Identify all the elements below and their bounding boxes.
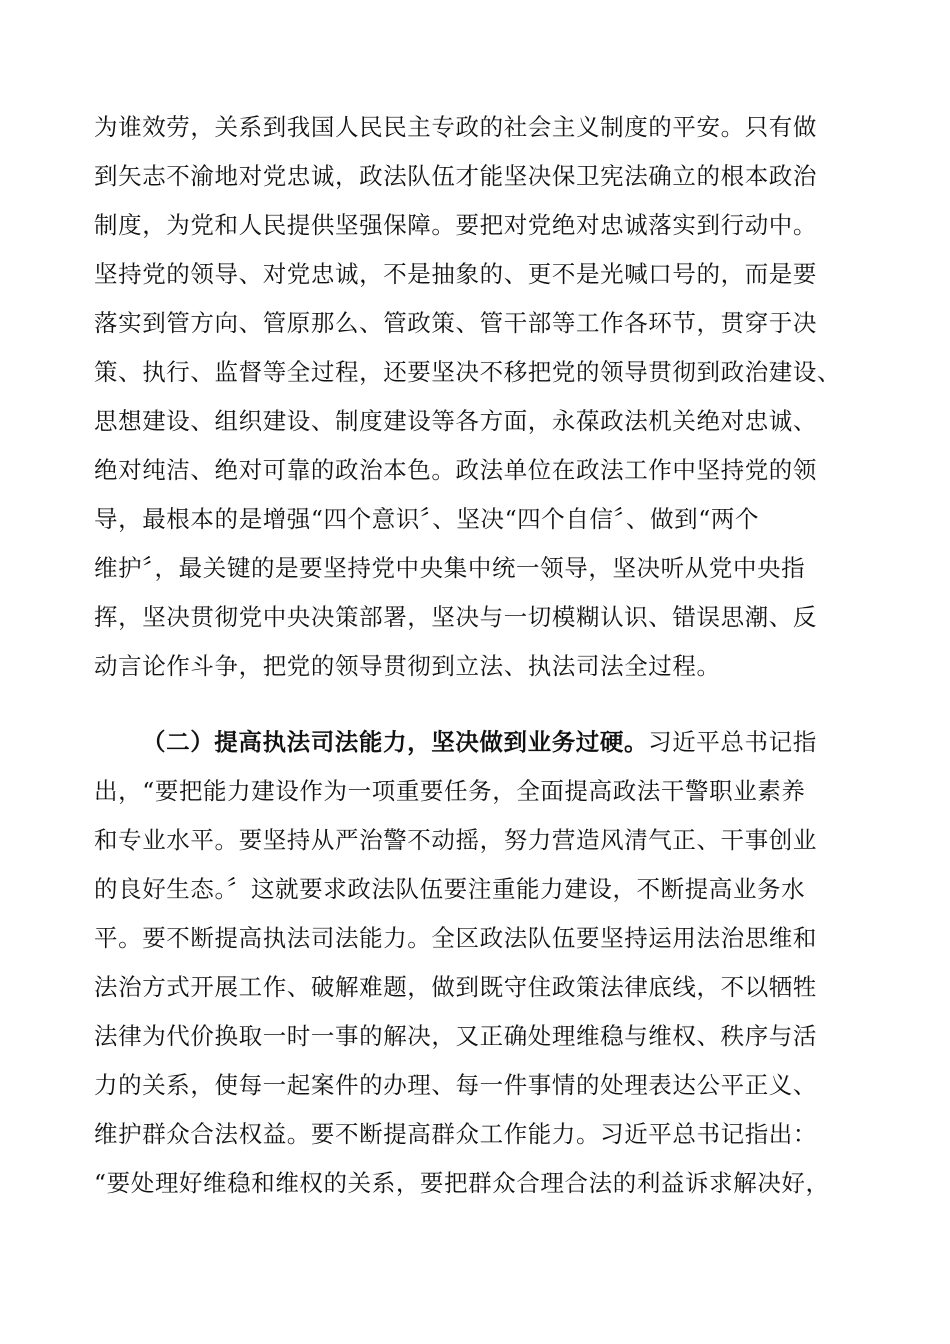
text-line: 到矢志不渝地对党忠诚，政法队伍才能坚决保卫宪法确立的根本政治 [94,162,817,190]
text-line: 维护群众合法权益。要不断提高群众工作能力。习近平总书记指出： [94,1120,817,1148]
text-line: 法治方式开展工作、破解难题，做到既守住政策法律底线，不以牺牲 [94,973,817,1001]
text-line: 为谁效劳，关系到我国人民民主专政的社会主义制度的平安。只有做 [94,113,817,141]
text-line: 出，“要把能力建设作为一项重要任务，全面提高政法干警职业素养 [94,777,806,805]
text-line: 挥，坚决贯彻党中央决策部署，坚决与一切模糊认识、错误思潮、反 [94,603,817,631]
text-line: 平。要不断提高执法司法能力。全区政法队伍要坚持运用法治思维和 [94,924,817,952]
text-line: 导，最根本的是增强“四个意识〞、坚决“四个自信〞、做到“两个 [94,505,760,533]
heading-line-rest: 习近平总书记指 [648,728,817,756]
text-line: 绝对纯洁、绝对可靠的政治本色。政法单位在政法工作中坚持党的领 [94,456,817,484]
text-line: 法律为代价换取一时一事的解决，又正确处理维稳与维权、秩序与活 [94,1022,817,1050]
text-line: 坚持党的领导、对党忠诚，不是抽象的、更不是光喊口号的，而是要 [94,260,817,288]
text-line: 制度，为党和人民提供坚强保障。要把对党绝对忠诚落实到行动中。 [94,211,817,239]
text-line: 策、执行、监督等全过程，还要坚决不移把党的领导贯彻到政治建设、 [94,358,842,386]
text-line: 维护〞，最关键的是要坚持党中央集中统一领导，坚决听从党中央指 [94,554,806,582]
text-line: 思想建设、组织建设、制度建设等各方面，永葆政法机关绝对忠诚、 [94,407,817,435]
text-line: 的良好生态。〞这就要求政法队伍要注重能力建设，不断提高业务水 [94,875,806,903]
text-line: 和专业水平。要坚持从严治警不动摇，努力营造风清气正、干事创业 [94,826,817,854]
text-line: 落实到管方向、管原那么、管政策、管干部等工作各环节，贯穿于决 [94,309,817,337]
text-line: “要处理好维稳和维权的关系，要把群众合理合法的利益诉求解决好， [94,1169,830,1197]
text-line: 动言论作斗争，把党的领导贯彻到立法、执法司法全过程。 [94,652,721,680]
section-heading-line [142,722,884,762]
section-heading: （二）提高执法司法能力，坚决做到业务过硬。 [142,728,649,756]
text-line: 力的关系，使每一起案件的办理、每一件事情的处理表达公平正义、 [94,1071,817,1099]
